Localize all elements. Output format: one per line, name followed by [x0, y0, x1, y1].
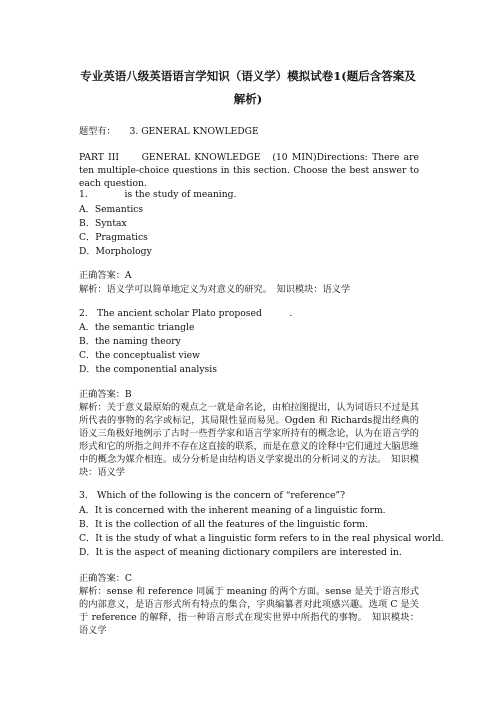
question-3-answer: 正确答案：C	[79, 573, 132, 584]
question-2-option-d: D．the componential analysis	[79, 364, 217, 375]
question-2-explanation: 解析：关于意义最原始的观点之一就是命名论，由柏拉图提出，认为词语只不过是其所代表的事物的名字或标记，其局限性显而易见。Ogden 和 Richards提出经典的语义三角极好地例示了古时一些哲学家和语言学家所持有的概念论，认为在语言学的形式和它的所指之间并不存在这直接的联系，而是在意义的诠释中它们通过大脑思维中的概念为媒介相连。成分分析是由结构语义学家提出的分析词义的方法。 知识模块：语义学	[79, 402, 419, 478]
question-2-option-c: C．the conceptualist view	[79, 350, 200, 361]
question-2-stem: 2. The ancient scholar Plato proposed .	[79, 308, 293, 319]
question-2-option-a: A．the semantic triangle	[79, 322, 195, 333]
question-1-explanation: 解析：语义学可以简单地定义为对意义的研究。 知识模块：语义学	[79, 284, 351, 295]
document-title-line1: 专业英语八级英语语言学知识（语义学）模拟试卷1(题后含答案及	[80, 69, 416, 83]
question-1-option-d: D．Morphology	[79, 246, 152, 257]
document-title-line2: 解析)	[233, 92, 263, 106]
question-1-option-b: B．Syntax	[79, 218, 127, 229]
question-3-explanation: 解析：sense 和 reference 同属于 meaning 的两个方面。sense 是关于语言形式的内部意义，是语言形式所有特点的集合，字典编纂者对此项感兴趣。选项 C 是关于 reference 的解释，指一种语言形式在现实世界中所指代的事物。 知识模块：语义学	[79, 586, 419, 636]
question-1-option-c: C．Pragmatics	[79, 232, 148, 243]
question-1-stem: 1. is the study of meaning.	[79, 189, 237, 200]
section-directions: PART III GENERAL KNOWLEDGE (10 MIN)Directions: There are ten multiple-choice questions in this section. Choose the best answer to each question.	[79, 152, 419, 189]
question-3-option-a: A．It is concerned with the inherent meaning of a linguistic form.	[79, 505, 386, 516]
question-1-option-a: A．Semantics	[79, 204, 144, 215]
question-1-answer: 正确答案：A	[79, 270, 132, 281]
question-3-stem: 3. Which of the following is the concern of “reference”?	[79, 490, 346, 501]
question-3-option-d: D．It is the aspect of meaning dictionary compilers are interested in.	[79, 547, 402, 558]
question-2-option-b: B．the naming theory	[79, 336, 181, 347]
question-3-option-c: C．It is the study of what a linguistic form refers to in the real physical world.	[79, 533, 444, 544]
question-type: 题型有： 3. GENERAL KNOWLEDGE	[79, 126, 259, 137]
question-3-option-b: B．It is the collection of all the features of the linguistic form.	[79, 519, 369, 530]
question-2-answer: 正确答案：B	[79, 389, 132, 400]
